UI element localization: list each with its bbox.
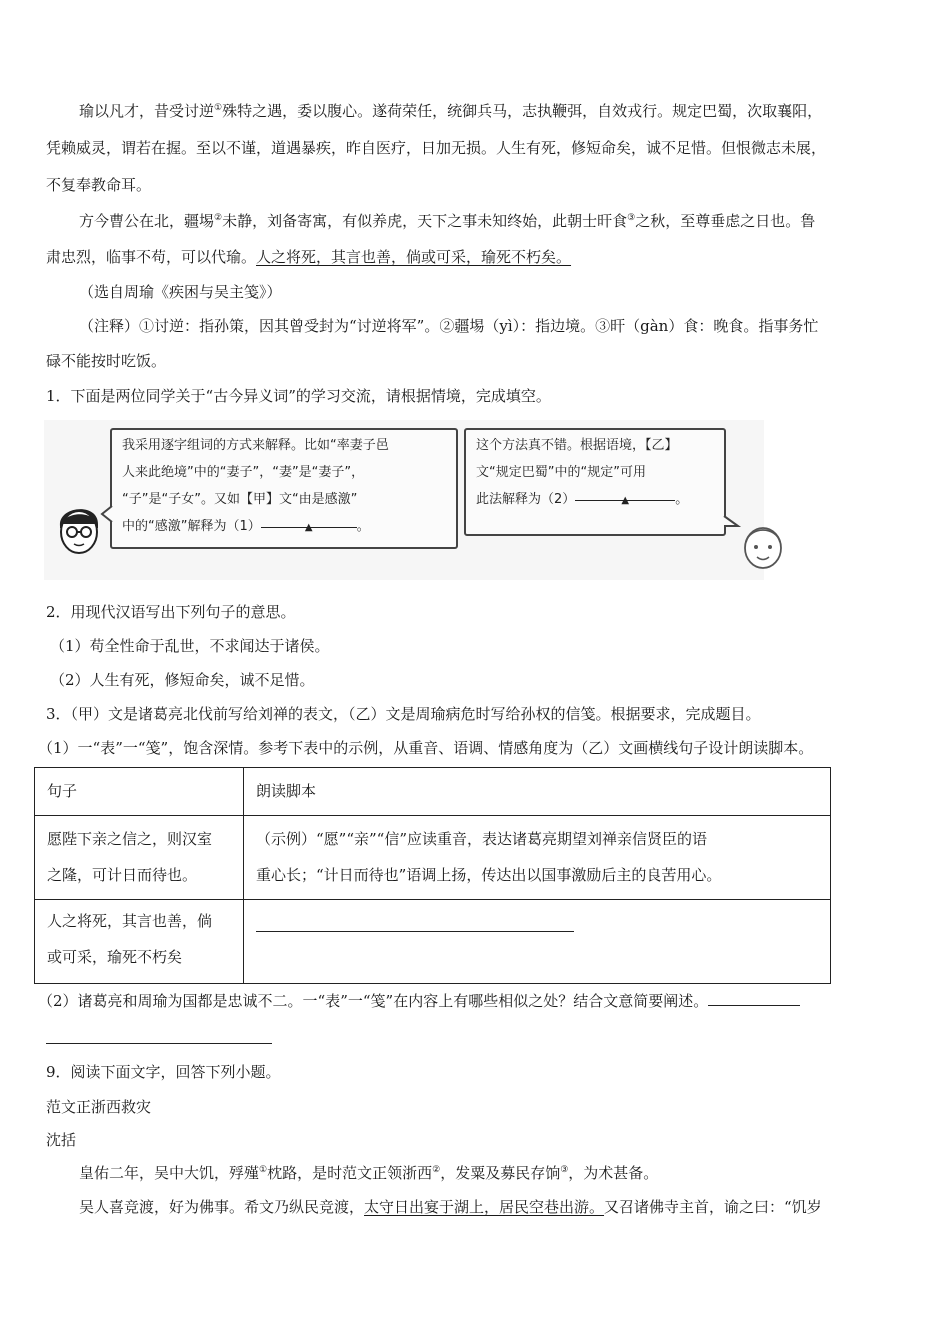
article-line: 吴人喜竞渡，好为佛事。希文乃纵民竞渡，太守日出宴于湖上，居民空巷出游。又召诸佛寺主首，谕之曰：“饥岁	[79, 1198, 822, 1216]
passage-line: 凭赖威灵，谓若在握。至以不谨，道遇暴疾，昨自医疗，日加无损。人生有死，修短命矣，诚不足惜。但恨微志未展，	[46, 139, 827, 157]
table-row	[35, 900, 831, 984]
source-citation: （选自周瑜《疾困与吴主笺》）	[79, 283, 282, 301]
underlined-sentence: 太守日出宴于湖上，居民空巷出游。	[364, 1198, 605, 1216]
note-line: 碌不能按时吃饭。	[46, 352, 167, 370]
bubble-text: 我采用逐字组词的方式来解释。比如“率妻子邑	[122, 438, 389, 453]
dialogue-illustration	[44, 420, 764, 580]
answer-line[interactable]	[46, 1043, 272, 1044]
bubble-pointer	[722, 514, 742, 530]
answer-blank-2[interactable]	[575, 486, 675, 506]
speech-bubble-right	[464, 428, 726, 536]
passage-line: 方今曹公在北，疆埸②未静，刘备寄寓，有似养虎，天下之事未知终始，此朝士旰食③之秋，至尊垂虑之日也。鲁	[79, 212, 816, 230]
article-line: 皇佑二年，吴中大饥，殍殣①枕路，是时范文正领浙西②，发粟及募民存饷③，为术甚备。	[79, 1164, 659, 1182]
bubble-text: 这个方法真不错。根据语境，【乙】	[476, 438, 678, 453]
answer-line[interactable]	[256, 930, 574, 932]
passage-line: 肃忠烈，临事不苟，可以代瑜。人之将死，其言也善，倘或可采，瑜死不朽矣。	[46, 248, 572, 266]
bubble-text: 人来此绝境”中的“妻子”，“妻”是“妻子”，	[122, 465, 365, 480]
cell-text: 或可采，瑜死不朽矣	[47, 948, 183, 966]
question-3-sub2: （2）诸葛亮和周瑜为国都是忠诚不二。一“表”一“笺”在内容上有哪些相似之处？结合文意简要阐述。	[38, 991, 800, 1011]
table-cell	[244, 816, 831, 900]
table-row	[35, 768, 831, 816]
table-header: 朗读脚本	[244, 768, 831, 816]
question-1-stem: 1．下面是两位同学关于“古今异义词”的学习交流，请根据情境，完成填空。	[46, 387, 551, 405]
passage-line: 瑜以凡才，昔受讨逆①殊特之遇，委以腹心。遂荷荣任，统御兵马，志执鞭弭，自效戎行。规定巴蜀，次取襄阳，	[79, 102, 823, 120]
question-9-stem: 9．阅读下面文字，回答下列小题。	[46, 1063, 281, 1081]
cell-text: 愿陛下亲之信之，则汉室	[47, 830, 213, 848]
bubble-text: 文“规定巴蜀”中的“规定”可用	[476, 465, 646, 480]
question-2-stem: 2．用现代汉语写出下列句子的意思。	[46, 603, 296, 621]
triangle-icon: ▲	[304, 522, 313, 533]
triangle-icon: ▲	[621, 495, 630, 506]
cell-text: 重心长；“计日而待也”语调上扬，传达出以国事激励后主的良苦用心。	[256, 866, 722, 884]
bubble-text: “子”是“子女”。又如【甲】文“由是感激”	[122, 492, 358, 507]
bubble-pointer	[100, 504, 114, 524]
table-cell	[244, 900, 831, 984]
note-line: （注释）①讨逆：指孙策，因其曾受封为“讨逆将军”。②疆埸（yì）：指边境。③旰（gàn）食：晚食。指事务忙	[79, 317, 819, 335]
student-girl-icon	[740, 520, 786, 572]
passage-line: 不复奉教命耳。	[46, 176, 152, 194]
cell-text: （示例）“愿”“亲”“信”应读重音，表达诸葛亮期望刘禅亲信贤臣的语	[256, 830, 708, 848]
question-2-item: （1）苟全性命于乱世，不求闻达于诸侯。	[50, 637, 330, 655]
underlined-sentence: 人之将死，其言也善，倘或可采，瑜死不朽矣。	[256, 248, 572, 266]
speech-bubble-left	[110, 428, 458, 549]
table-row	[35, 816, 831, 900]
table-header: 句子	[35, 768, 244, 816]
question-3-stem: 3．（甲）文是诸葛亮北伐前写给刘禅的表文，（乙）文是周瑜病危时写给孙权的信笺。根据要求，完成题目。	[46, 705, 761, 723]
table-cell	[35, 900, 244, 984]
question-3-sub1: （1）一“表”一“笺”，饱含深情。参考下表中的示例，从重音、语调、情感角度为（乙）文画横线句子设计朗读脚本。	[38, 739, 814, 757]
bubble-text: 中的“感激”解释为（1） ▲ 。	[122, 513, 446, 540]
answer-blank-1[interactable]	[261, 513, 357, 533]
table-cell	[35, 816, 244, 900]
article-title: 范文正浙西救灾	[46, 1098, 152, 1116]
question-2-item: （2）人生有死，修短命矣，诚不足惜。	[50, 671, 315, 689]
reading-script-table	[34, 767, 831, 984]
cell-text: 之隆，可计日而待也。	[47, 866, 198, 884]
student-boy-icon	[52, 498, 106, 558]
bubble-text: 此法解释为（2） ▲ 。	[476, 486, 714, 513]
article-author: 沈括	[46, 1131, 77, 1149]
cell-text: 人之将死，其言也善，倘	[47, 912, 213, 930]
answer-line[interactable]	[708, 991, 800, 1006]
